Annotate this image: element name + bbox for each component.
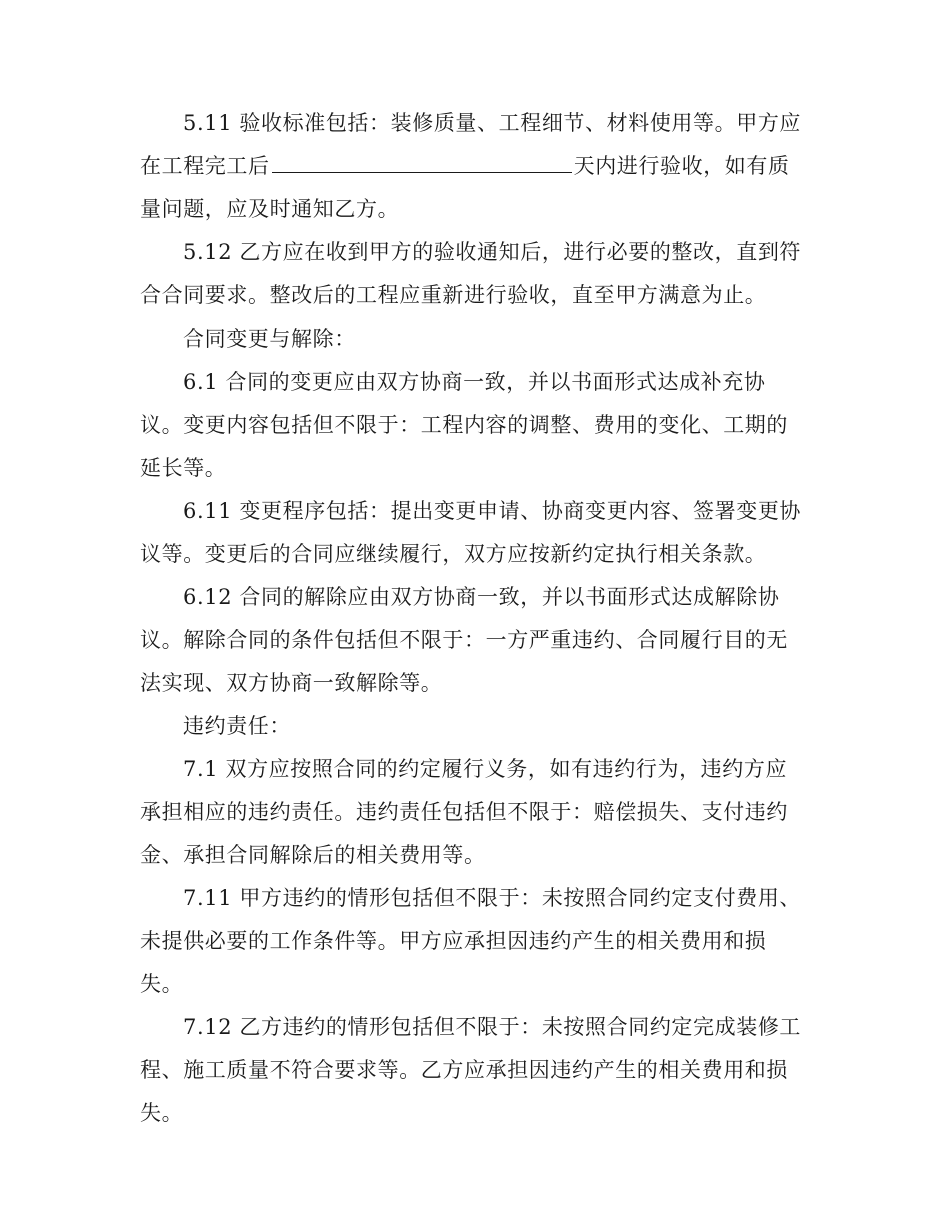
paragraph-7-11-line-2: 未提供必要的工作条件等。甲方应承担因违约产生的相关费用和损 (140, 929, 767, 953)
section-heading-breach: 违约责任： (183, 714, 291, 738)
paragraph-5-11-line-3: 量问题，应及时通知乙方。 (140, 197, 400, 221)
paragraph-5-11-line-2 (140, 151, 790, 181)
paragraph-6-12-line-2: 议。解除合同的条件包括但不限于：一方严重违约、合同履行目的无 (140, 628, 788, 652)
fill-in-blank-days (272, 152, 572, 173)
text-after-blank: 天内进行验收，如有质 (573, 154, 790, 178)
paragraph-6-11-line-1: 6.11 变更程序包括：提出变更申请、协商变更内容、签署变更协 (183, 499, 802, 523)
paragraph-7-12-line-3: 失。 (140, 1101, 184, 1125)
paragraph-7-12-line-2: 程、施工质量不符合要求等。乙方应承担因违约产生的相关费用和损 (140, 1058, 788, 1082)
paragraph-6-12-line-3: 法实现、双方协商一致解除等。 (140, 671, 443, 695)
paragraph-5-12-line-1: 5.12 乙方应在收到甲方的验收通知后，进行必要的整改，直到符 (183, 240, 802, 264)
paragraph-6-11-line-2: 议等。变更后的合同应继续履行，双方应按新约定执行相关条款。 (140, 542, 767, 566)
paragraph-7-1-line-3: 金、承担合同解除后的相关费用等。 (140, 843, 486, 867)
paragraph-6-1-line-1: 6.1 合同的变更应由双方协商一致，并以书面形式达成补充协 (183, 370, 766, 394)
paragraph-7-11-line-3: 失。 (140, 972, 184, 996)
paragraph-7-1-line-2: 承担相应的违约责任。违约责任包括但不限于：赔偿损失、支付违约 (140, 800, 788, 824)
section-heading-contract-change: 合同变更与解除： (183, 327, 356, 351)
paragraph-6-12-line-1: 6.12 合同的解除应由双方协商一致，并以书面形式达成解除协 (183, 585, 780, 609)
paragraph-7-12-line-1: 7.12 乙方违约的情形包括但不限于：未按照合同约定完成装修工 (183, 1015, 802, 1039)
paragraph-5-11-line-1: 5.11 验收标准包括：装修质量、工程细节、材料使用等。甲方应 (183, 111, 802, 135)
paragraph-7-11-line-1: 7.11 甲方违约的情形包括但不限于：未按照合同约定支付费用、 (183, 886, 802, 910)
text-before-blank: 在工程完工后 (140, 154, 270, 178)
paragraph-6-1-line-2: 议。变更内容包括但不限于：工程内容的调整、费用的变化、工期的 (140, 413, 788, 437)
paragraph-6-1-line-3: 延长等。 (140, 456, 227, 480)
paragraph-7-1-line-1: 7.1 双方应按照合同的约定履行义务，如有违约行为，违约方应 (183, 757, 788, 781)
paragraph-5-12-line-2: 合合同要求。整改后的工程应重新进行验收，直至甲方满意为止。 (140, 283, 767, 307)
